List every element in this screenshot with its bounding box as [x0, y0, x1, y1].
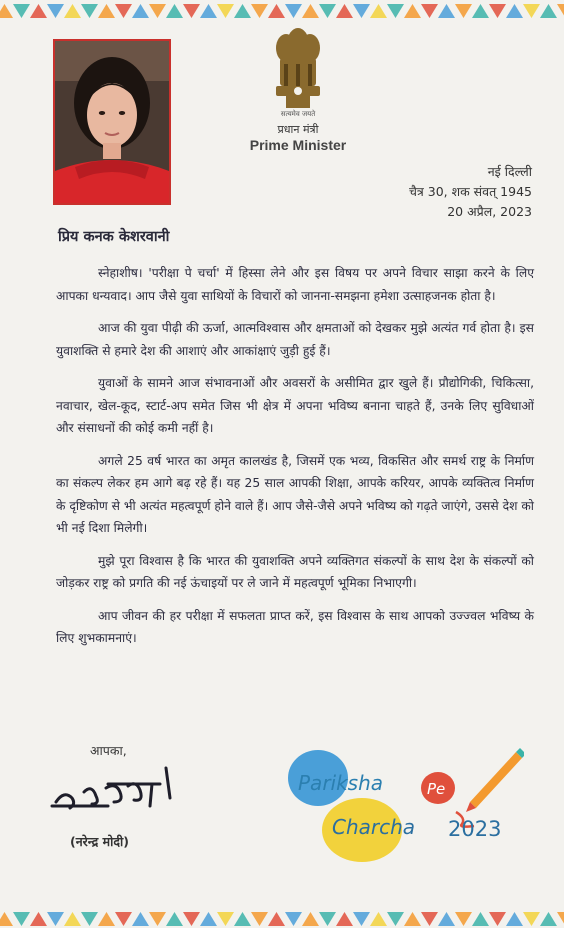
triangle-mark [115, 912, 132, 926]
portrait-image [55, 41, 169, 203]
triangle-mark [183, 912, 200, 926]
triangle-mark [489, 4, 506, 18]
triangle-mark [30, 4, 47, 18]
paragraph: आज की युवा पीढ़ी की ऊर्जा, आत्मविश्वास और क्षमताओं को देखकर मुझे अत्यंत गर्व होता है। इस युवाशक्ति से हमारे देश की आशाएं और आकांक्षाएं जुड़ी हुई हैं। [56, 321, 534, 358]
triangle-mark [540, 4, 557, 18]
triangle-mark [404, 4, 421, 18]
triangle-mark [13, 912, 30, 926]
triangle-mark [149, 912, 166, 926]
gregorian-date: 20 अप्रैल, 2023 [447, 204, 532, 219]
triangle-mark [557, 912, 564, 926]
paragraph: आप जीवन की हर परीक्षा में सफलता प्राप्त करें, इस विश्वास के साथ आपको उज्ज्वल भविष्य के लिए शुभकामनाएं। [56, 608, 534, 645]
triangle-mark [0, 912, 13, 926]
triangle-mark [302, 912, 319, 926]
triangle-mark [115, 4, 132, 18]
place: नई दिल्ली [487, 164, 532, 179]
paragraph: अगले 25 वर्ष भारत का अमृत कालखंड है, जिसमें एक भव्य, विकसित और समर्थ राष्ट्र के निर्माण का संकल्प लेकर हम आगे बढ़ रहे हैं। यह 25 साल आपकी शिक्षा, आपके करियर, आपके व्यक्तित्व निर्माण के दृष्टिकोण से भी अत्यंत महत्वपूर्ण होने वाले हैं। आप जैसे-जैसे अपने भविष्य को गढ़ते जाएंगे, उससे देश को भी नई दिशा मिलेगी। [56, 453, 534, 535]
national-emblem-icon [270, 24, 326, 114]
triangle-mark [557, 4, 564, 18]
triangle-mark [64, 912, 81, 926]
triangle-mark [302, 4, 319, 18]
triangle-mark [387, 4, 404, 18]
logo-word-pe: Pe [427, 780, 446, 798]
triangle-mark [319, 912, 336, 926]
handwritten-signature [48, 762, 188, 822]
triangle-mark [47, 4, 64, 18]
triangle-mark [81, 912, 98, 926]
letter-body [56, 262, 534, 660]
logo-year: 2023 [448, 817, 502, 841]
student-photo [53, 39, 171, 205]
triangle-mark [506, 4, 523, 18]
triangle-mark [234, 4, 251, 18]
decorative-border-top [0, 0, 564, 26]
triangle-mark [540, 912, 557, 926]
triangle-mark [285, 4, 302, 18]
paragraph: स्नेहाशीष। 'परीक्षा पे चर्चा' में हिस्सा लेने और इस विषय पर अपने विचार साझा करने के लिए आपका धन्यवाद। आप जैसे युवा साथियों के विचारों को जानना-समझना हमेशा उत्साहजनक होता है। [56, 266, 534, 303]
triangle-mark [455, 4, 472, 18]
triangle-mark [387, 912, 404, 926]
triangle-mark [506, 912, 523, 926]
triangle-mark [98, 4, 115, 18]
paragraph: मुझे पूरा विश्वास है कि भारत की युवाशक्ति अपने व्यक्तिगत संकल्पों के साथ देश के संकल्पों को जोड़कर राष्ट्र को प्रगति की नई ऊंचाइयों पर ले जाने में महत्वपूर्ण भूमिका निभाएगी। [56, 553, 534, 590]
salutation: प्रिय कनक केशरवानी [58, 229, 170, 245]
triangle-mark [421, 4, 438, 18]
triangle-mark [268, 912, 285, 926]
triangle-mark [285, 912, 302, 926]
triangle-mark [200, 4, 217, 18]
paragraph: युवाओं के सामने आज संभावनाओं और अवसरों के असीमित द्वार खुले हैं। प्रौद्योगिकी, चिकित्सा, नवाचार, खेल-कूद, स्टार्ट-अप समेत जिस भी क्षेत्र में अपना भविष्य बनाना चाहते हैं, उनके लिए सुविधाओं और संसाधनों की कोई कमी नहीं है। [56, 376, 534, 435]
triangle-mark [13, 4, 30, 18]
emblem-motto: सत्यमेव जयते [280, 110, 316, 118]
triangle-mark [370, 4, 387, 18]
triangle-mark [149, 4, 166, 18]
triangle-pattern-icon [0, 0, 564, 26]
triangle-mark [251, 912, 268, 926]
office-title-hindi: प्रधान मंत्री [277, 123, 319, 136]
triangle-mark [523, 912, 540, 926]
triangle-mark [370, 912, 387, 926]
triangle-mark [183, 4, 200, 18]
triangle-mark [166, 912, 183, 926]
triangle-mark [81, 4, 98, 18]
triangle-mark [234, 912, 251, 926]
triangle-mark [251, 4, 268, 18]
saka-date: चैत्र 30, शक संवत् 1945 [408, 184, 532, 199]
triangle-mark [132, 912, 149, 926]
triangle-mark [438, 912, 455, 926]
triangle-mark [353, 4, 370, 18]
triangle-mark [132, 4, 149, 18]
triangle-mark [30, 912, 47, 926]
triangle-mark [217, 4, 234, 18]
triangle-mark [336, 912, 353, 926]
triangle-mark [472, 4, 489, 18]
pariksha-pe-charcha-logo [288, 738, 524, 864]
triangle-mark [47, 912, 64, 926]
triangle-mark [64, 4, 81, 18]
triangle-mark [404, 912, 421, 926]
pencil-icon [466, 748, 524, 812]
triangle-mark [353, 912, 370, 926]
triangle-mark [217, 912, 234, 926]
triangle-mark [166, 4, 183, 18]
triangle-mark [319, 4, 336, 18]
triangle-mark [421, 912, 438, 926]
triangle-mark [472, 912, 489, 926]
signatory-name: (नरेन्द्र मोदी) [70, 834, 129, 849]
closing: आपका, [90, 743, 127, 758]
date-block [409, 162, 532, 222]
decorative-border-bottom [0, 902, 564, 928]
logo-word-pariksha: Pariksha [298, 771, 384, 795]
triangle-mark [200, 912, 217, 926]
triangle-mark [0, 4, 13, 18]
triangle-mark [438, 4, 455, 18]
logo-word-charcha: Charcha [332, 815, 416, 839]
triangle-mark [336, 4, 353, 18]
triangle-mark [523, 4, 540, 18]
triangle-mark [455, 912, 472, 926]
triangle-mark [489, 912, 506, 926]
triangle-pattern-icon [0, 902, 564, 928]
triangle-mark [268, 4, 285, 18]
office-title-english: Prime Minister [249, 137, 347, 153]
triangle-mark [98, 912, 115, 926]
